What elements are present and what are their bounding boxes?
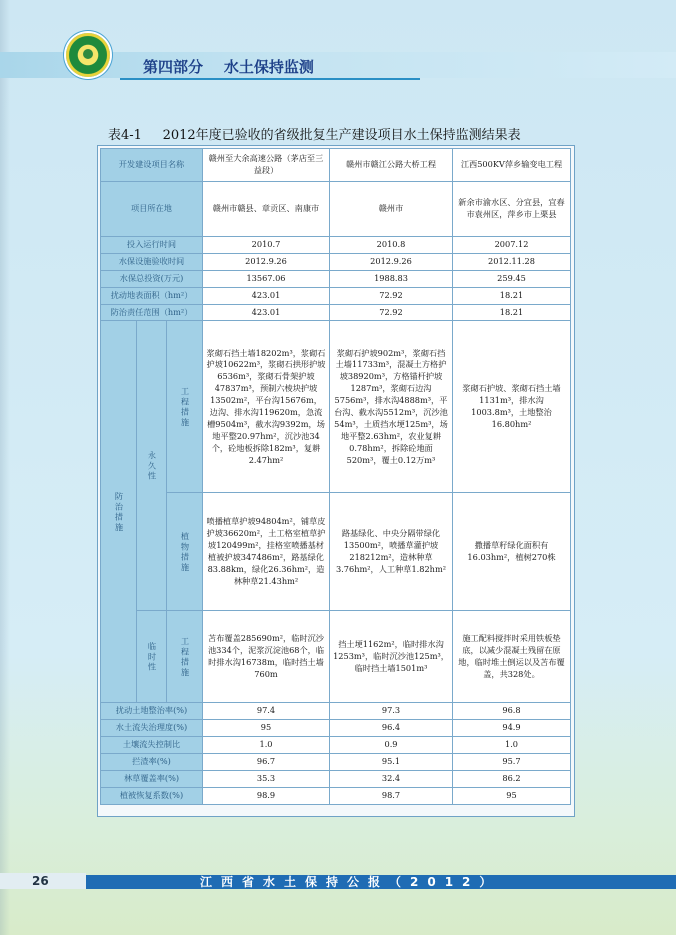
cell-slag-rate: 96.7 bbox=[203, 754, 330, 771]
cell-plant-measures: 喷播植草护坡94804m²，铺草皮护坡36620m²，土工格室植草护坡120499m²，挂格室喷播基材植被护坡347486m²，路基绿化83.88km，绿化26.36hm²，造林种草21.43hm² bbox=[203, 493, 330, 611]
cell-forest-cover: 32.4 bbox=[330, 771, 453, 788]
cell-vegetation-recovery: 95 bbox=[453, 787, 571, 804]
table-caption: 表4-1 2012年度已验收的省级批复生产建设项目水土保持监测结果表 bbox=[108, 128, 521, 143]
row-label-project-name: 开发建设项目名称 bbox=[101, 149, 203, 182]
cell-disturbed-area: 18.21 bbox=[453, 287, 571, 304]
cell-plant-measures: 路基绿化、中央分隔带绿化13500m²，喷播草灌护坡218212m²，造林种草3.76hm²，人工种草1.82hm² bbox=[330, 493, 453, 611]
cell-forest-cover: 86.2 bbox=[453, 771, 571, 788]
row-label-vegetation-recovery: 植被恢复系数(%) bbox=[101, 787, 203, 804]
cell-temporary-measures: 施工配料搅拌时采用铁板垫底，以减少混凝土残留在原地，临时堆土倒运以及苫布覆盖，共328处。 bbox=[453, 611, 571, 703]
row-label-location: 项目所在地 bbox=[101, 182, 203, 237]
cell-engineering-measures: 浆砌石护坡、浆砌石挡土墙1131m³，排水沟1003.8m³，土地整治16.80hm² bbox=[453, 321, 571, 493]
publication-title: 江西省水土保持公报（2012） bbox=[200, 875, 501, 889]
cell-acceptance-time: 2012.9.26 bbox=[203, 253, 330, 270]
monitoring-results-table bbox=[100, 148, 571, 805]
cell-location: 赣州市 bbox=[330, 182, 453, 237]
cell-slag-rate: 95.1 bbox=[330, 754, 453, 771]
cell-temporary-measures: 苫布覆盖285690m²，临时沉沙池334个，泥浆沉淀池68个，临时排水沟16738m，临时挡土墙760m bbox=[203, 611, 330, 703]
table-row bbox=[101, 720, 571, 737]
row-label-temporary: 临时性 bbox=[137, 611, 167, 703]
table-row bbox=[101, 493, 571, 611]
table-row bbox=[101, 754, 571, 771]
table-row bbox=[101, 771, 571, 788]
page-shadow bbox=[0, 0, 10, 935]
cell-temporary-measures: 挡土埂1162m²，临时排水沟1253m³，临时沉沙池125m³，临时挡土墙1501m³ bbox=[330, 611, 453, 703]
table-row bbox=[101, 703, 571, 720]
section-title: 第四部分 水土保持监测 bbox=[143, 58, 314, 76]
table-row bbox=[101, 304, 571, 321]
row-label-responsibility-area: 防治责任范围（hm²） bbox=[101, 304, 203, 321]
cell-responsibility-area: 72.92 bbox=[330, 304, 453, 321]
table-row bbox=[101, 182, 571, 237]
cell-responsibility-area: 18.21 bbox=[453, 304, 571, 321]
row-label-soil-loss-control: 水土流失治理度(%) bbox=[101, 720, 203, 737]
table-row bbox=[101, 321, 571, 493]
cell-location: 赣州市赣县、章贡区、南康市 bbox=[203, 182, 330, 237]
cell-vegetation-recovery: 98.9 bbox=[203, 787, 330, 804]
cell-acceptance-time: 2012.11.28 bbox=[453, 253, 571, 270]
cell-soil-control: 96.8 bbox=[453, 703, 571, 720]
cell-slag-rate: 95.7 bbox=[453, 754, 571, 771]
table-row bbox=[101, 737, 571, 754]
cell-soil-loss-control: 94.9 bbox=[453, 720, 571, 737]
cell-investment: 259.45 bbox=[453, 270, 571, 287]
row-label-soil-control: 扰动土地整治率(%) bbox=[101, 703, 203, 720]
table-row bbox=[101, 270, 571, 287]
cell-engineering-measures: 浆砌石护坡902m³，浆砌石挡土墙11733m³，混凝土方格护坡38920m³，方格锚杆护坡1287m³，浆砌石边沟5756m³，排水沟4888m³，平台沟、截水沟5512m³，沉沙池54m³，土质挡水埂125m³，场地平整2.63hm²，农业复耕0.78hm²，拆除砼地面520m³，覆土0.12万m³ bbox=[330, 321, 453, 493]
cell-soil-loss-ratio: 0.9 bbox=[330, 737, 453, 754]
cell-soil-control: 97.3 bbox=[330, 703, 453, 720]
cell-soil-loss-ratio: 1.0 bbox=[203, 737, 330, 754]
table-row bbox=[101, 149, 571, 182]
cell-vegetation-recovery: 98.7 bbox=[330, 787, 453, 804]
row-label-temp-engineering: 工程措施 bbox=[167, 611, 203, 703]
row-label-measures: 防治措施 bbox=[101, 321, 137, 703]
cell-disturbed-area: 72.92 bbox=[330, 287, 453, 304]
cell-operation-time: 2010.8 bbox=[330, 237, 453, 254]
results-table-frame bbox=[97, 145, 575, 817]
page-number: 26 bbox=[32, 874, 49, 888]
row-label-soil-loss-ratio: 土壤流失控制比 bbox=[101, 737, 203, 754]
bureau-logo-icon bbox=[66, 33, 110, 77]
row-label-engineering: 工程措施 bbox=[167, 321, 203, 493]
cell-plant-measures: 撒播草籽绿化面积有16.03hm²，植树270株 bbox=[453, 493, 571, 611]
cell-engineering-measures: 浆砌石挡土墙18202m³，浆砌石护坡10622m³，浆砌石拱形护坡6536m³，浆砌石骨架护坡47837m³，预制六棱块护坡13502m²，平台沟15676m，边沟、排水沟119620m，急流槽9504m³，截水沟9392m，场地平整20.97hm²，沉沙池34个，砼地板拆除182m³，复耕2.47hm² bbox=[203, 321, 330, 493]
cell-investment: 1988.83 bbox=[330, 270, 453, 287]
table-row bbox=[101, 287, 571, 304]
cell-soil-control: 97.4 bbox=[203, 703, 330, 720]
cell-soil-loss-control: 95 bbox=[203, 720, 330, 737]
cell-operation-time: 2007.12 bbox=[453, 237, 571, 254]
row-label-slag-rate: 拦渣率(%) bbox=[101, 754, 203, 771]
cell-investment: 13567.06 bbox=[203, 270, 330, 287]
table-row bbox=[101, 611, 571, 703]
row-label-permanent: 永久性 bbox=[137, 321, 167, 611]
cell-soil-loss-ratio: 1.0 bbox=[453, 737, 571, 754]
row-label-disturbed-area: 扰动地表面积（hm²） bbox=[101, 287, 203, 304]
cell-operation-time: 2010.7 bbox=[203, 237, 330, 254]
row-label-forest-cover: 林草覆盖率(%) bbox=[101, 771, 203, 788]
cell-responsibility-area: 423.01 bbox=[203, 304, 330, 321]
row-label-investment: 水保总投资(万元) bbox=[101, 270, 203, 287]
cell-project-name: 赣州市赣江公路大桥工程 bbox=[330, 149, 453, 182]
cell-project-name: 赣州至大余高速公路（茅店至三益段） bbox=[203, 149, 330, 182]
cell-forest-cover: 35.3 bbox=[203, 771, 330, 788]
row-label-plant: 植物措施 bbox=[167, 493, 203, 611]
table-row bbox=[101, 787, 571, 804]
cell-project-name: 江西500KV萍乡输变电工程 bbox=[453, 149, 571, 182]
cell-acceptance-time: 2012.9.26 bbox=[330, 253, 453, 270]
header-underline bbox=[120, 78, 420, 80]
table-row bbox=[101, 253, 571, 270]
cell-disturbed-area: 423.01 bbox=[203, 287, 330, 304]
row-label-operation-time: 投入运行时间 bbox=[101, 237, 203, 254]
row-label-acceptance-time: 水保设施验收时间 bbox=[101, 253, 203, 270]
table-row bbox=[101, 237, 571, 254]
cell-location: 新余市渝水区、分宜县，宜春市袁州区，萍乡市上栗县 bbox=[453, 182, 571, 237]
cell-soil-loss-control: 96.4 bbox=[330, 720, 453, 737]
